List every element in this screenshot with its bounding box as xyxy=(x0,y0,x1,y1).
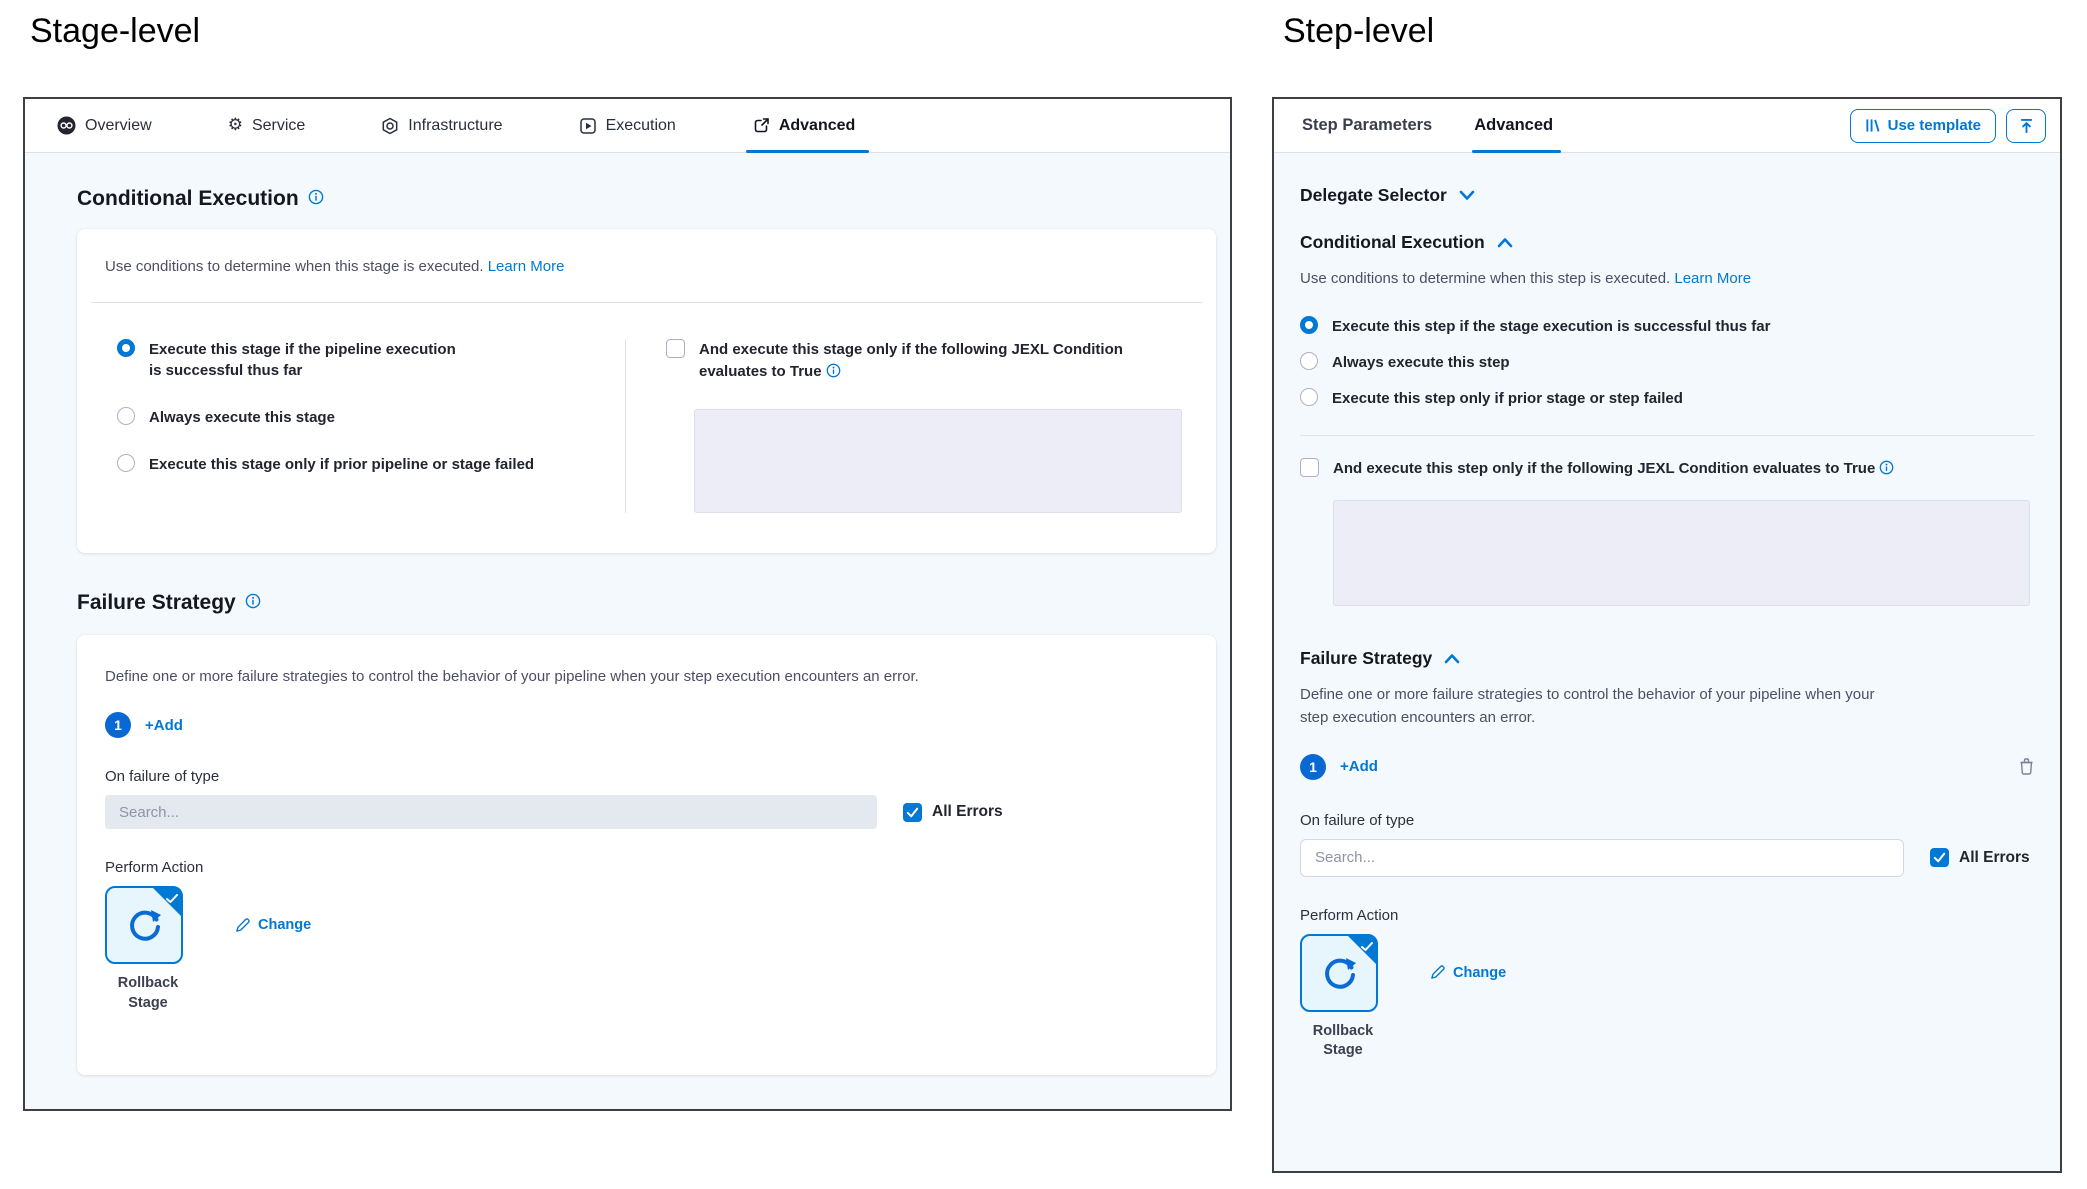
delegate-selector-toggle[interactable]: Delegate Selector xyxy=(1300,185,2034,206)
tab-step-parameters[interactable]: Step Parameters xyxy=(1302,116,1433,134)
all-errors-checkbox-row[interactable] xyxy=(1930,848,2030,867)
strategy-count-badge[interactable]: 1 xyxy=(1300,754,1326,780)
perform-action-row xyxy=(1300,934,2034,1012)
radio-always-execute[interactable]: Always execute this step xyxy=(1300,352,2034,373)
overview-icon xyxy=(57,116,76,135)
strategy-badge-row xyxy=(1300,754,2034,780)
advanced-icon xyxy=(752,117,770,135)
radio-selected-icon xyxy=(117,339,135,357)
jexl-condition-textarea[interactable] xyxy=(694,409,1182,513)
info-icon[interactable] xyxy=(245,591,261,615)
all-errors-label: All Errors xyxy=(1959,848,2030,866)
tab-service[interactable] xyxy=(228,99,306,153)
failure-strategy-description: Define one or more failure strategies to control the behavior of your pipeline when your step execution encounters an error. xyxy=(1300,686,1875,727)
library-icon xyxy=(1865,118,1880,133)
step-level-title: Step-level xyxy=(1283,12,1435,50)
radio-icon xyxy=(117,407,135,425)
divider xyxy=(91,302,1202,303)
all-errors-checkbox[interactable] xyxy=(903,803,922,822)
jexl-checkbox[interactable] xyxy=(1300,458,1319,477)
radio-selected-icon xyxy=(1300,316,1318,334)
tab-step-advanced[interactable]: Advanced xyxy=(1474,99,1553,153)
conditional-columns xyxy=(105,339,1188,513)
tab-overview-label: Overview xyxy=(85,116,152,134)
step-header xyxy=(1274,99,2060,153)
step-tabbar xyxy=(1302,99,1553,153)
rollback-stage-tile[interactable] xyxy=(1300,934,1378,1012)
stage-condition-radio-group xyxy=(105,339,625,513)
on-failure-label: On failure of type xyxy=(1300,811,1415,829)
change-action-link[interactable]: Change xyxy=(235,917,311,933)
conditional-execution-card xyxy=(77,229,1216,553)
tab-overview[interactable] xyxy=(57,99,152,153)
strategy-count-badge[interactable]: 1 xyxy=(105,712,131,738)
failure-strategy-description: Define one or more failure strategies to control the behavior of your pipeline when your step execution encounters an error. xyxy=(105,667,919,685)
info-icon[interactable] xyxy=(308,187,324,211)
add-strategy-button[interactable]: +Add xyxy=(145,716,183,734)
stage-level-title: Stage-level xyxy=(30,12,201,50)
radio-icon xyxy=(1300,388,1318,406)
learn-more-link[interactable]: Learn More xyxy=(1674,270,1752,287)
all-errors-checkbox[interactable] xyxy=(1930,848,1949,867)
jexl-checkbox-label: And execute this stage only if the following JEXL Condition evaluates to True xyxy=(699,341,1123,380)
tab-infrastructure[interactable] xyxy=(381,99,502,153)
failure-type-search-input[interactable] xyxy=(1300,839,1904,877)
conditional-execution-heading: Conditional Execution xyxy=(77,187,1216,211)
conditional-description: Use conditions to determine when this stage is executed. Learn More xyxy=(105,258,565,275)
strategy-badge-row xyxy=(105,712,1188,738)
service-icon: ⚙ xyxy=(227,115,243,135)
rollback-stage-tile[interactable] xyxy=(105,886,183,964)
learn-more-link[interactable]: Learn More xyxy=(487,258,565,275)
failure-type-search-input[interactable] xyxy=(105,795,877,829)
upload-icon xyxy=(2019,118,2034,134)
change-action-link[interactable]: Change xyxy=(1430,965,1506,981)
execution-icon xyxy=(579,117,597,135)
checkmark-icon xyxy=(1361,939,1373,957)
chevron-up-icon xyxy=(1497,237,1513,248)
infrastructure-icon xyxy=(381,117,399,135)
failure-type-row xyxy=(1300,839,2034,877)
tab-execution[interactable] xyxy=(579,99,676,153)
radio-execute-if-successful[interactable]: Execute this step if the stage execution is successful thus far xyxy=(1300,316,2034,337)
on-failure-label: On failure of type xyxy=(105,768,220,785)
stage-advanced-panel xyxy=(23,97,1232,1111)
tab-service-label: Service xyxy=(251,116,306,134)
divider xyxy=(1300,435,2034,436)
rollback-stage-label: Rollback Stage xyxy=(1312,1022,1374,1059)
radio-always-execute[interactable]: Always execute this stage xyxy=(117,407,625,428)
info-icon[interactable] xyxy=(1879,460,1894,477)
jexl-checkbox-label: And execute this step only if the following JEXL Condition evaluates to True xyxy=(1333,458,1894,480)
chevron-down-icon xyxy=(1459,190,1475,201)
tab-infrastructure-label: Infrastructure xyxy=(408,116,503,134)
failure-type-row xyxy=(105,795,1188,829)
step-advanced-panel xyxy=(1272,97,2062,1173)
jexl-condition-column xyxy=(626,339,1188,513)
all-errors-label: All Errors xyxy=(932,803,1003,820)
failure-strategy-heading: Failure Strategy xyxy=(77,591,1216,615)
jexl-checkbox[interactable] xyxy=(666,339,685,358)
perform-action-row xyxy=(105,886,1188,964)
perform-action-label: Perform Action xyxy=(1300,906,1399,924)
tab-execution-label: Execution xyxy=(605,116,676,134)
edit-pencil-icon xyxy=(235,918,250,933)
info-icon[interactable] xyxy=(826,363,841,380)
rollback-stage-label: Rollback Stage xyxy=(117,975,179,1011)
add-strategy-button[interactable]: +Add xyxy=(1340,758,1378,775)
step-advanced-content xyxy=(1274,153,2060,1171)
use-template-button[interactable]: Use template xyxy=(1850,109,1996,143)
radio-execute-if-successful[interactable]: Execute this stage if the pipeline execution is successful thus far xyxy=(117,339,625,381)
chevron-up-icon xyxy=(1444,653,1460,664)
radio-icon xyxy=(117,454,135,472)
jexl-checkbox-row[interactable] xyxy=(1300,458,2034,480)
checkmark-icon xyxy=(166,891,178,909)
radio-execute-if-failed[interactable]: Execute this stage only if prior pipeline or stage failed xyxy=(117,454,625,475)
failure-strategy-card xyxy=(77,635,1216,1075)
conditional-description: Use conditions to determine when this step is executed. Learn More xyxy=(1300,270,1752,287)
jexl-condition-textarea[interactable] xyxy=(1333,500,2030,606)
tab-advanced-label: Advanced xyxy=(778,116,856,134)
jexl-checkbox-row[interactable] xyxy=(666,339,1188,383)
conditional-execution-toggle[interactable]: Conditional Execution xyxy=(1300,232,2034,253)
radio-execute-if-failed[interactable]: Execute this step only if prior stage or step failed xyxy=(1300,388,2034,409)
stage-advanced-content xyxy=(25,153,1230,1109)
delete-strategy-icon[interactable] xyxy=(2019,758,2034,775)
step-condition-radio-group xyxy=(1300,316,2034,409)
tab-advanced[interactable] xyxy=(752,99,855,153)
header-actions xyxy=(1850,109,2046,143)
edit-pencil-icon xyxy=(1430,965,1445,980)
upload-template-button[interactable] xyxy=(2006,109,2046,143)
perform-action-label: Perform Action xyxy=(105,859,204,876)
all-errors-checkbox-row[interactable] xyxy=(903,803,1003,822)
failure-strategy-toggle[interactable]: Failure Strategy xyxy=(1300,648,2034,669)
stage-tabbar xyxy=(25,99,1230,153)
radio-icon xyxy=(1300,352,1318,370)
